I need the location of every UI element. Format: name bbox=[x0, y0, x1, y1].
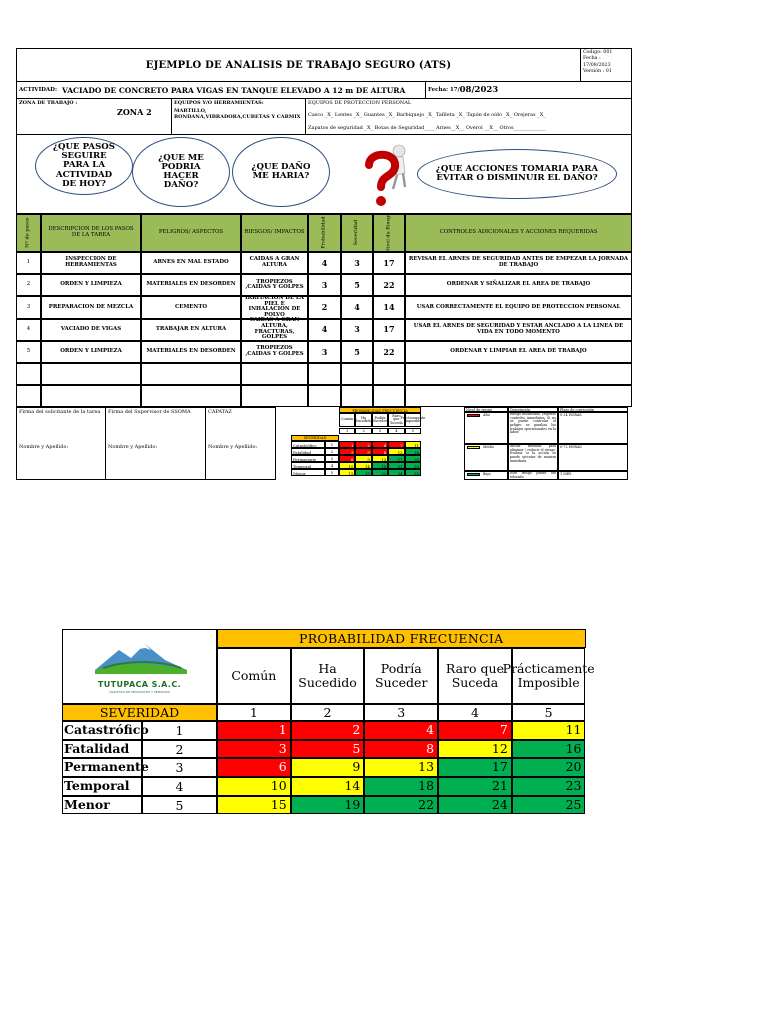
mini-matrix-cell: 11 bbox=[405, 441, 421, 448]
risk-level-legend bbox=[460, 407, 632, 480]
cell-sev-text: 5 bbox=[354, 280, 360, 291]
company-logo-text: TUTUPACA S.A.C. bbox=[97, 680, 182, 689]
risk-matrix-cell: 9 bbox=[291, 758, 365, 777]
severity-title: SEVERIDAD bbox=[62, 704, 217, 721]
th-probability: Probabilidad bbox=[308, 214, 341, 252]
mini-severity-num: 3 bbox=[325, 455, 339, 462]
table-cell-riesgo bbox=[241, 341, 308, 363]
risk-matrix-cell: 16 bbox=[512, 740, 586, 759]
table-cell-nivel bbox=[373, 363, 405, 385]
risk-matrix-cell: 3 bbox=[217, 740, 291, 759]
cell-control-text: USAR CORRECTAMENTE EL EQUIPO DE PROTECCION PERSONAL bbox=[416, 303, 621, 310]
cell-prob-text: 4 bbox=[321, 257, 328, 268]
mini-matrix-cell: 20 bbox=[405, 455, 421, 462]
severity-number: 5 bbox=[142, 796, 217, 815]
steps-table-header bbox=[16, 214, 632, 252]
cell-peligro-text: TRABAJAR EN ALTURA bbox=[155, 325, 227, 332]
cell-sev-text: 3 bbox=[354, 257, 360, 268]
table-cell-n bbox=[16, 341, 41, 363]
mini-matrix-cell: 14 bbox=[355, 462, 371, 469]
mini-prob-label: Raro que Suceda bbox=[388, 413, 404, 427]
table-cell-n bbox=[16, 363, 41, 385]
mini-matrix-cell: 9 bbox=[355, 455, 371, 462]
table-cell-control bbox=[405, 274, 632, 296]
title-text: EJEMPLO DE ANALISIS DE TRABAJO SEGURO (ATS) bbox=[145, 59, 452, 71]
severity-number: 1 bbox=[142, 721, 217, 740]
mini-severity-title: SEVERIDAD bbox=[291, 435, 339, 441]
question-bubble-steps bbox=[35, 137, 133, 195]
mini-severity-label: Temporal bbox=[291, 462, 325, 469]
company-logo-subtext: LOGISTICA DE PRODUCTOS Y SERVICIOS bbox=[109, 690, 170, 694]
legend-color-swatch bbox=[467, 446, 480, 449]
cell-desc-text: INSPECCION DE HERRAMIENTAS bbox=[65, 256, 117, 269]
legend-description: Este riesgo puede ser tolerado. bbox=[510, 471, 556, 479]
table-cell-n bbox=[16, 385, 41, 407]
th-hazards: PELIGROS/ ASPECTOS bbox=[141, 214, 241, 252]
mini-matrix-cell: 22 bbox=[372, 469, 388, 476]
table-cell-nivel bbox=[373, 319, 405, 341]
signature-label-capataz: CAPATAZ bbox=[208, 409, 232, 415]
table-cell-riesgo bbox=[241, 363, 308, 385]
matrix-title: PROBABILIDAD FRECUENCIA bbox=[217, 629, 586, 648]
table-cell-n bbox=[16, 319, 41, 341]
cell-desc-text: VACIADO DE VIGAS bbox=[60, 325, 122, 332]
table-cell-desc bbox=[41, 363, 141, 385]
table-cell-nivel bbox=[373, 274, 405, 296]
mini-prob-num: 1 bbox=[339, 428, 355, 434]
cell-peligro-text: MATERIALES EN DESORDEN bbox=[146, 348, 236, 355]
table-cell-prob bbox=[308, 296, 341, 318]
table-cell-nivel bbox=[373, 385, 405, 407]
questions-area bbox=[16, 135, 632, 214]
risk-matrix-cell: 19 bbox=[291, 796, 365, 815]
risk-matrix-cell: 11 bbox=[512, 721, 586, 740]
table-cell-desc bbox=[41, 296, 141, 318]
table-cell-peligro bbox=[141, 252, 241, 274]
table-cell-n bbox=[16, 252, 41, 274]
legend-color-swatch bbox=[467, 473, 480, 476]
mini-matrix-cell: 23 bbox=[405, 462, 421, 469]
page-title bbox=[16, 48, 580, 82]
mini-matrix-cell: 4 bbox=[372, 441, 388, 448]
table-cell-control bbox=[405, 341, 632, 363]
table-cell-n bbox=[16, 274, 41, 296]
table-cell-control bbox=[405, 252, 632, 274]
risk-matrix-cell: 17 bbox=[438, 758, 512, 777]
company-logo bbox=[62, 629, 217, 704]
cell-desc-text: ORDEN Y LIMPIEZA bbox=[60, 281, 122, 288]
probability-label: Común bbox=[217, 648, 291, 704]
risk-matrix-cell: 8 bbox=[364, 740, 438, 759]
mini-matrix-cell: 3 bbox=[339, 448, 355, 455]
severity-number: 2 bbox=[142, 740, 217, 759]
cell-sev-text: 4 bbox=[354, 302, 360, 313]
th-step-number: Nº de pasos bbox=[16, 214, 41, 252]
severity-label: Temporal bbox=[62, 777, 142, 796]
cell-peligro-text: MATERIALES EN DESORDEN bbox=[146, 281, 236, 288]
severity-label: Fatalidad bbox=[62, 740, 142, 759]
name-label-1: Nombre y Apellido: bbox=[19, 444, 69, 450]
mini-severity-label: Permanente bbox=[291, 455, 325, 462]
fecha-label: Fecha: 17/ bbox=[428, 87, 460, 93]
mini-matrix-cell: 1 bbox=[339, 441, 355, 448]
mini-prob-num: 4 bbox=[388, 428, 404, 434]
steps-table-body bbox=[16, 252, 632, 407]
legend-deadline: 0-24 HORAS bbox=[558, 412, 628, 444]
zona-value: ZONA 2 bbox=[117, 107, 152, 117]
risk-matrix-cell: 7 bbox=[438, 721, 512, 740]
mini-matrix-cell: 13 bbox=[372, 455, 388, 462]
table-cell-sev bbox=[341, 319, 373, 341]
cell-nivel-text: 17 bbox=[383, 324, 395, 335]
risk-matrix-cell: 5 bbox=[291, 740, 365, 759]
zona-label: ZONA DE TRABAJO : bbox=[19, 100, 78, 106]
mini-prob-num: 2 bbox=[355, 428, 371, 434]
question-bubble-actions bbox=[417, 149, 617, 199]
actividad-value: VACIADO DE CONCRETO PARA VIGAS EN TANQUE ELEVADO A 12 m DE ALTURA bbox=[62, 85, 406, 95]
mountain-logo-icon bbox=[93, 640, 189, 674]
cell-control-text: ORDENAR Y LIMPIAR EL AREA DE TRABAJO bbox=[450, 348, 587, 355]
legend-deadline: 1 MES bbox=[558, 471, 628, 480]
probability-label: Podría Suceder bbox=[364, 648, 438, 704]
cell-nivel-text: 17 bbox=[383, 257, 395, 268]
risk-matrix bbox=[62, 629, 612, 817]
risk-matrix-cell: 10 bbox=[217, 777, 291, 796]
th-controls: CONTROLES ADICIONALES Y ACCIONES REQUERIDAS bbox=[405, 214, 632, 252]
table-cell-nivel bbox=[373, 341, 405, 363]
signature-box-solicitante bbox=[16, 407, 106, 480]
signature-box-supervisor bbox=[106, 407, 206, 480]
cell-nivel-text: 22 bbox=[383, 280, 395, 291]
probability-number: 4 bbox=[438, 704, 512, 721]
mini-severity-num: 5 bbox=[325, 469, 339, 476]
cell-n-text: 5 bbox=[26, 348, 31, 355]
fecha-cell bbox=[426, 82, 632, 99]
mini-prob-num: 3 bbox=[372, 428, 388, 434]
epp-line2: Zapatos de seguridad _X_ Botas de Seguridad____ Arnes__X__ Overol __X__ Otros_____________ bbox=[308, 125, 547, 131]
table-cell-desc bbox=[41, 274, 141, 296]
table-cell-desc bbox=[41, 385, 141, 407]
equipos-value: MARTILLO, RONDANA,VIBRADORA,CUBETAS Y CARMIX bbox=[174, 108, 301, 120]
mini-matrix-cell: 6 bbox=[339, 455, 355, 462]
question-harm-text: ¿QUE ME PODRIA HACER DAÑO? bbox=[158, 152, 204, 191]
mini-matrix-cell: 2 bbox=[355, 441, 371, 448]
legend-header: Descripción bbox=[508, 407, 558, 412]
table-cell-control bbox=[405, 385, 632, 407]
th-severity: Severidad bbox=[341, 214, 373, 252]
cell-desc-text: PREPARACION DE MEZCLA bbox=[48, 303, 134, 310]
table-cell-sev bbox=[341, 341, 373, 363]
cell-prob-text: 3 bbox=[321, 280, 328, 291]
signature-box-capataz bbox=[206, 407, 276, 480]
legend-color-swatch bbox=[467, 414, 480, 417]
table-cell-prob bbox=[308, 385, 341, 407]
table-cell-desc bbox=[41, 341, 141, 363]
cell-control-text: ORDENAR Y SIÑALIZAR EL AREA DE TRABAJO bbox=[446, 281, 591, 288]
risk-matrix-cell: 18 bbox=[364, 777, 438, 796]
risk-matrix-cell: 15 bbox=[217, 796, 291, 815]
cell-nivel-text: 14 bbox=[383, 302, 395, 313]
severity-label: Catastrófico bbox=[62, 721, 142, 740]
name-label-2: Nombre y Apellido: bbox=[108, 444, 158, 450]
table-cell-prob bbox=[308, 319, 341, 341]
severity-number: 3 bbox=[142, 758, 217, 777]
cell-nivel-text: 22 bbox=[383, 346, 395, 357]
mini-prob-num: 5 bbox=[405, 428, 421, 434]
table-cell-prob bbox=[308, 252, 341, 274]
table-cell-control bbox=[405, 296, 632, 318]
table-cell-riesgo bbox=[241, 385, 308, 407]
risk-matrix-cell: 21 bbox=[438, 777, 512, 796]
legend-level-name: Alto bbox=[483, 413, 490, 417]
table-cell-riesgo bbox=[241, 296, 308, 318]
legend-header: Plazo de corrección bbox=[558, 407, 628, 412]
risk-matrix-cell: 2 bbox=[291, 721, 365, 740]
mini-severity-label: Fatalidad bbox=[291, 448, 325, 455]
cell-n-text: 2 bbox=[26, 281, 31, 288]
mini-prob-label: Ha Sucedido bbox=[355, 413, 371, 427]
question-bubble-damage bbox=[232, 137, 330, 207]
mini-matrix-cell: 24 bbox=[388, 469, 404, 476]
cell-riesgo-text: CAIDAS A GRAN ALTURA bbox=[249, 256, 300, 269]
mini-prob-label: Prácticamente Imposible bbox=[405, 413, 421, 427]
cell-n-text: 4 bbox=[26, 325, 31, 332]
mini-matrix-cell: 12 bbox=[388, 448, 404, 455]
cell-peligro-text: CEMENTO bbox=[174, 303, 208, 310]
meta-version: Versión : 01 bbox=[583, 69, 612, 75]
mini-matrix-cell: 7 bbox=[388, 441, 404, 448]
question-actions-text: ¿QUE ACCIONES TOMARIA PARA EVITAR O DISMINUIR EL DAÑO? bbox=[435, 163, 599, 183]
legend-level-name: Bajo bbox=[483, 472, 491, 476]
table-cell-sev bbox=[341, 296, 373, 318]
doc-meta-box bbox=[580, 48, 632, 82]
probability-label: Ha Sucedido bbox=[291, 648, 365, 704]
mini-matrix-cell: 19 bbox=[355, 469, 371, 476]
legend-description: Riesgo intolerable, requiere controles inmediatos. Si no se puede controlar el peligro se paraliza los trabajos operacionales en la labor. bbox=[508, 412, 558, 444]
name-label-3: Nombre y Apellido: bbox=[208, 444, 258, 450]
table-cell-peligro bbox=[141, 363, 241, 385]
mini-risk-matrix bbox=[276, 407, 460, 480]
question-steps-text: ¿QUE PASOS SEGUIRE PARA LA ACTIVIDAD DE HOY? bbox=[53, 142, 115, 189]
meta-code: Codigo: 001 bbox=[583, 50, 613, 55]
legend-level-cell bbox=[464, 444, 508, 471]
legend-description: Iniciar medidas para eliminar / reducir el riesgo. Evaluar si la acción se puede ejecutar de manera inmediata. bbox=[508, 444, 558, 471]
table-cell-peligro bbox=[141, 341, 241, 363]
th-risk-level: Nivel de Riesgo bbox=[373, 214, 405, 252]
probability-number: 3 bbox=[364, 704, 438, 721]
equipos-label: EQUIPOS Y/O HERRAMIENTAS: bbox=[174, 100, 264, 106]
cell-peligro-text: ARNES EN MAL ESTADO bbox=[153, 259, 229, 266]
risk-matrix-cell: 25 bbox=[512, 796, 586, 815]
meta-date-label: Fecha : bbox=[583, 56, 601, 62]
legend-level-cell bbox=[464, 412, 508, 444]
probability-number: 2 bbox=[291, 704, 365, 721]
mini-severity-num: 4 bbox=[325, 462, 339, 469]
risk-matrix-cell: 6 bbox=[217, 758, 291, 777]
mini-prob-label: Podría Suceder bbox=[372, 413, 388, 427]
mini-matrix-cell: 8 bbox=[372, 448, 388, 455]
table-cell-nivel bbox=[373, 252, 405, 274]
table-cell-peligro bbox=[141, 385, 241, 407]
mini-matrix-cell: 25 bbox=[405, 469, 421, 476]
mini-matrix-cell: 17 bbox=[388, 455, 404, 462]
table-cell-sev bbox=[341, 252, 373, 274]
table-cell-control bbox=[405, 363, 632, 385]
table-cell-prob bbox=[308, 274, 341, 296]
actividad-row bbox=[16, 82, 426, 99]
table-cell-prob bbox=[308, 341, 341, 363]
probability-number: 5 bbox=[512, 704, 586, 721]
mini-matrix-cell: 10 bbox=[339, 462, 355, 469]
ats-form bbox=[16, 48, 632, 480]
probability-number: 1 bbox=[217, 704, 291, 721]
risk-matrix-cell: 4 bbox=[364, 721, 438, 740]
table-cell-prob bbox=[308, 363, 341, 385]
cell-riesgo-text: CAIDAS A GRAN ALTURA, FRACTURAS, GOLPES bbox=[249, 317, 300, 341]
risk-matrix-cell: 20 bbox=[512, 758, 586, 777]
epp-line1: Casco _X_ Lentes _X_ Guantes _X_ Barbiquejo _X_ Tafileta _X_ Tapón de oído _X_ Orejeras _X_ bbox=[308, 112, 546, 118]
risk-matrix-cell: 14 bbox=[291, 777, 365, 796]
cell-desc-text: ORDEN Y LIMPIEZA bbox=[60, 348, 122, 355]
table-cell-control bbox=[405, 319, 632, 341]
table-cell-nivel bbox=[373, 296, 405, 318]
legend-header: Nivel de riesgo bbox=[464, 407, 508, 412]
cell-n-text: 3 bbox=[26, 303, 31, 310]
risk-matrix-cell: 22 bbox=[364, 796, 438, 815]
mini-severity-label: Menor bbox=[291, 469, 325, 476]
cell-n-text: 1 bbox=[26, 259, 31, 266]
zona-cell bbox=[16, 99, 172, 135]
cell-control-text: REVISAR EL ARNES DE SEGURIDAD ANTES DE EMPEZAR LA JORNADA DE TRABAJO bbox=[408, 256, 629, 269]
epp-label: EQUIPOS DE PROTECCION PERSONAL bbox=[308, 100, 412, 106]
probability-label: Raro que Suceda bbox=[438, 648, 512, 704]
risk-matrix-cell: 12 bbox=[438, 740, 512, 759]
cell-riesgo-text: TROPIEZOS ,CAIDAS Y GOLPES bbox=[245, 278, 304, 291]
risk-matrix-cell: 1 bbox=[217, 721, 291, 740]
table-cell-sev bbox=[341, 274, 373, 296]
mini-matrix-cell: 18 bbox=[372, 462, 388, 469]
severity-label: Menor bbox=[62, 796, 142, 815]
table-cell-peligro bbox=[141, 296, 241, 318]
mini-severity-label: Catastrófico bbox=[291, 441, 325, 448]
mini-prob-label: Común bbox=[339, 413, 355, 427]
mini-matrix-cell: 21 bbox=[388, 462, 404, 469]
mini-severity-num: 1 bbox=[325, 441, 339, 448]
cell-prob-text: 2 bbox=[321, 302, 328, 313]
legend-level-name: Medio bbox=[483, 445, 494, 449]
table-cell-peligro bbox=[141, 319, 241, 341]
legend-deadline: 0-72 HORAS bbox=[558, 444, 628, 471]
th-description: DESCRIPCION DE LOS PASOS DE LA TAREA bbox=[41, 214, 141, 252]
mini-matrix-title: PROBABILIDAD FRECUENCIA bbox=[339, 407, 421, 413]
cell-prob-text: 4 bbox=[321, 324, 328, 335]
severity-number: 4 bbox=[142, 777, 217, 796]
cell-riesgo-text: TROPIEZOS ,CAIDAS Y GOLPES bbox=[245, 345, 304, 357]
question-mark-figure-icon bbox=[357, 143, 417, 209]
signature-label-solicitante: Firma del solicitante de la tarea bbox=[19, 409, 101, 415]
probability-label: Prácticamente Imposible bbox=[512, 648, 586, 704]
mini-matrix-cell: 5 bbox=[355, 448, 371, 455]
table-cell-riesgo bbox=[241, 319, 308, 341]
fecha-value: 08/2023 bbox=[459, 85, 499, 95]
table-cell-desc bbox=[41, 252, 141, 274]
table-cell-riesgo bbox=[241, 274, 308, 296]
cell-control-text: USAR EL ARNES DE SEGURIDAD Y ESTAR ANCLADO A LA LINEA DE VIDA EN TODO MOMENTO bbox=[413, 323, 624, 335]
mini-matrix-cell: 16 bbox=[405, 448, 421, 455]
cell-sev-text: 3 bbox=[354, 324, 360, 335]
mini-matrix-cell: 15 bbox=[339, 469, 355, 476]
cell-prob-text: 3 bbox=[321, 346, 328, 357]
risk-matrix-cell: 13 bbox=[364, 758, 438, 777]
legend-level-cell bbox=[464, 471, 508, 480]
equipos-cell bbox=[172, 99, 306, 135]
table-cell-sev bbox=[341, 385, 373, 407]
question-bubble-harm bbox=[132, 137, 230, 207]
table-cell-sev bbox=[341, 363, 373, 385]
question-damage-text: ¿QUE DAÑO ME HARIA? bbox=[251, 161, 311, 181]
mini-severity-num: 2 bbox=[325, 448, 339, 455]
table-cell-riesgo bbox=[241, 252, 308, 274]
signature-label-supervisor: Firma del Supervisor de SSOMA bbox=[108, 409, 191, 415]
epp-cell bbox=[306, 99, 632, 135]
table-cell-n bbox=[16, 296, 41, 318]
table-cell-peligro bbox=[141, 274, 241, 296]
cell-sev-text: 5 bbox=[354, 346, 360, 357]
cell-riesgo-text: IRRITACION DE LA PIEL E INHALACION DE POLVO bbox=[245, 295, 304, 319]
risk-matrix-cell: 23 bbox=[512, 777, 586, 796]
th-risks: RIESGOS/ IMPACTOS bbox=[241, 214, 308, 252]
risk-matrix-cell: 24 bbox=[438, 796, 512, 815]
actividad-label: ACTIVIDAD: bbox=[19, 87, 57, 93]
severity-label: Permanente bbox=[62, 758, 142, 777]
meta-date: 17/08/2023 bbox=[583, 62, 611, 68]
table-cell-desc bbox=[41, 319, 141, 341]
